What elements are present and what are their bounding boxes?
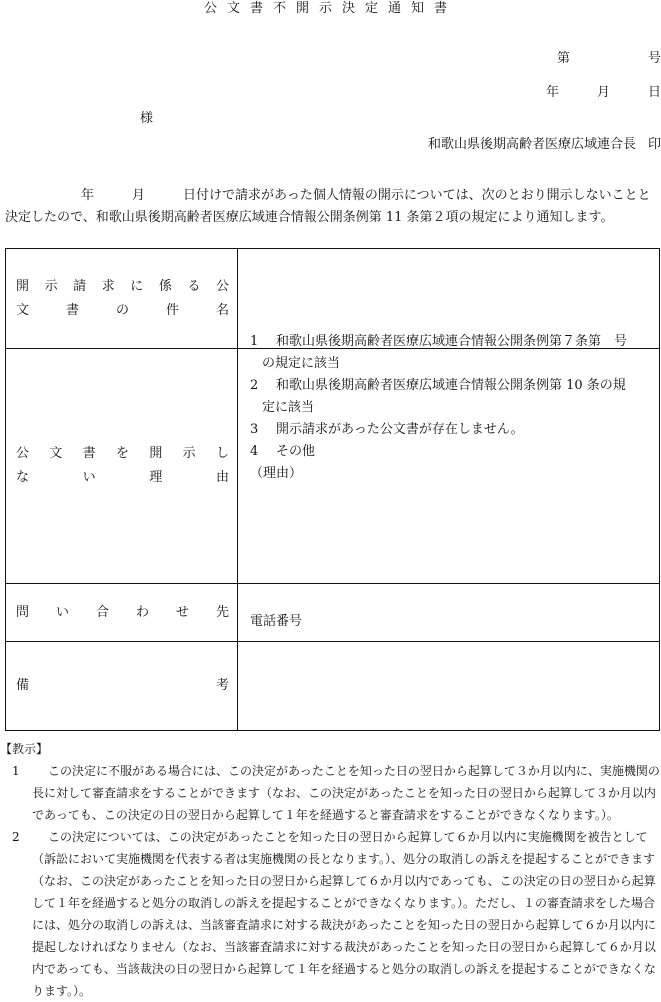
document-number-line	[557, 50, 661, 68]
reason-item-1: 1 和歌山県後期高齢者医療広域連合情報公開条例第７条第 号	[250, 334, 628, 349]
notice-item-1	[0, 760, 661, 826]
phone-label: 電話番号	[250, 614, 303, 630]
issuer-name: 和歌山県後期高齢者医療広域連合長	[427, 137, 636, 152]
intro-paragraph	[5, 185, 661, 229]
reason-item-1-cont: の規定に該当	[262, 356, 341, 371]
date-day: 日	[647, 85, 661, 100]
reason-label-line1: 公文書を開示し	[16, 446, 229, 461]
contact-label: 問い合わせ先	[16, 604, 229, 620]
info-table	[5, 248, 660, 731]
intro-year: 年	[81, 188, 95, 203]
addressee: 様	[140, 111, 154, 126]
document-date-line	[546, 84, 661, 102]
number-dai: 第	[556, 51, 570, 66]
notice-item-2	[0, 826, 661, 1002]
date-month: 月	[596, 85, 610, 100]
contact-value-cell	[238, 584, 660, 642]
notice-heading: 【教示】	[0, 742, 49, 756]
reason-item-2: 2 和歌山県後期高齢者医療広域連合情報公開条例第 10 条の規	[250, 378, 626, 393]
reason-item-4: 4 その他	[250, 444, 316, 459]
seal-mark: 印	[647, 137, 661, 152]
table-row-remarks	[6, 642, 660, 731]
remarks-value-cell	[238, 642, 660, 731]
contact-label-cell	[6, 584, 238, 642]
document-title: 公文書不開示決定通知書	[203, 1, 457, 16]
notice-section	[0, 738, 661, 1002]
remarks-label-cell	[6, 642, 238, 731]
reason-item-2-cont: 定に該当	[262, 400, 315, 415]
notice-item-1-number: 1	[12, 764, 20, 778]
remarks-label: 備考	[16, 678, 229, 693]
date-year: 年	[545, 85, 559, 100]
reason-value-cell	[238, 334, 660, 584]
reason-paren: （理由）	[250, 466, 303, 481]
reason-label-line2: ない理由	[16, 470, 229, 485]
subject-label-line2: 文書の件名	[16, 302, 229, 318]
reason-list	[250, 331, 651, 485]
table-row-reason	[6, 349, 660, 584]
subject-label-line1: 開示請求に係る公	[16, 278, 229, 294]
notice-item-2-number: 2	[12, 830, 20, 844]
reason-item-3: 3 開示請求があった公文書が存在しません。	[250, 422, 524, 437]
issuer-line	[428, 136, 661, 154]
number-go: 号	[647, 51, 661, 66]
notice-item-2-text: この決定については、この決定があったことを知った日の翌日から起算して６か月以内に実施機関を被告として（訴訟において実施機関を代表する者は実施機関の長となります。）、処分の取消しの訴えを提起することができます（なお、この決定があったことを知った日の翌日から起算して６か月以内であっても、この決定の日の翌日から起算して１年を経過すると処分の取消しの訴えを提起することができなくなります。）。ただし、１の審査請求をした場合には、処分の取消しの訴えは、当該審査請求に対する裁決があったことを知った日の翌日から起算して６か月以内に提起しなければなりません（なお、当該審査請求に対する裁決があったことを知った日の翌日から起算して６か月以内であっても、当該裁決の日の翌日から起算して１年を経過すると処分の取消しの訴えを提起することができなくなります。）。	[32, 830, 656, 998]
notice-item-1-text: この決定に不服がある場合には、この決定があったことを知った日の翌日から起算して３か月以内に、実施機関の長に対して審査請求をすることができます（なお、この決定があったことを知った日の翌日から起算して３か月以内であっても、この決定の日の翌日から起算して１年を経過すると審査請求をすることができなくなります。）。	[32, 764, 660, 822]
subject-label-cell	[6, 249, 238, 349]
intro-text: 日付けで請求があった個人情報の開示については、次のとおり開示しないことと決定したので、和歌山県後期高齢者医療広域連合情報公開条例第 11 条第２項の規定により通知します。	[5, 188, 651, 225]
intro-month: 月	[132, 188, 146, 203]
table-row-contact	[6, 584, 660, 642]
reason-label-cell	[6, 349, 238, 584]
